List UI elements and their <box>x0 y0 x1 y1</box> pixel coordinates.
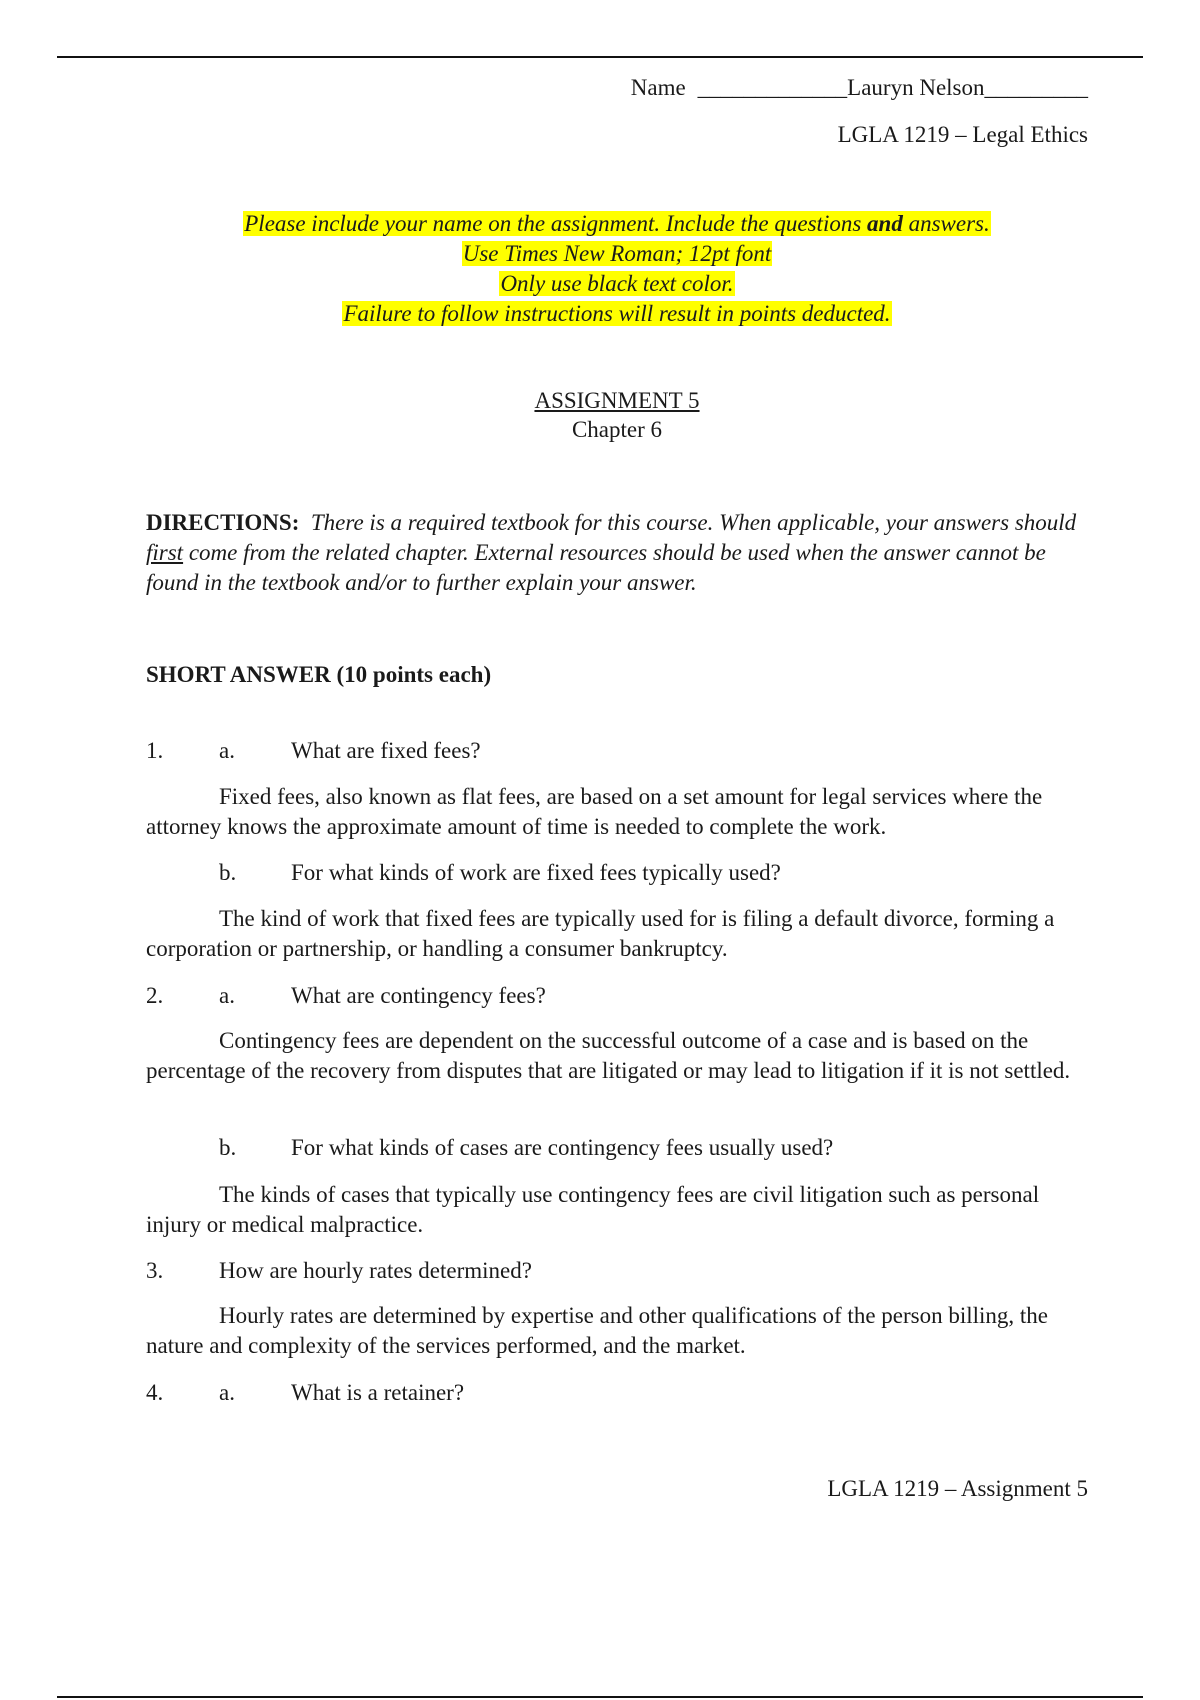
assignment-title: ASSIGNMENT 5 <box>534 388 700 413</box>
instruction-line-1-b: answers. <box>902 211 990 236</box>
section-title: SHORT ANSWER (10 points each) <box>146 662 492 687</box>
name-blank-prefix: _____________ <box>697 75 848 100</box>
directions-text-b: come from the related chapter. External resources should be used when the answer cannot be found in the textbook and/or to further explain your answer. <box>146 540 1046 595</box>
answer-2b: The kinds of cases that typically use contingency fees are civil litigation such as personal injury or medical malpractice. <box>146 1182 1040 1237</box>
question-number: 2. <box>146 983 164 1008</box>
page-footer: LGLA 1219 – Assignment 5 <box>827 1476 1088 1501</box>
course-title: LGLA 1219 – Legal Ethics <box>837 122 1088 147</box>
question-sub-label: a. <box>219 1380 235 1405</box>
directions-text-a: There is a required textbook for this course. When applicable, your answers should <box>310 510 1077 535</box>
instruction-line-4: Failure to follow instructions will result in points deducted. <box>343 301 891 326</box>
question-sub-label: a. <box>219 983 235 1008</box>
name-line <box>631 73 1088 103</box>
instruction-line-1 <box>243 211 991 236</box>
student-name: Lauryn Nelson <box>847 75 985 100</box>
name-blank-suffix: _________ <box>984 75 1088 100</box>
top-rule <box>57 56 1143 58</box>
question-text: What is a retainer? <box>291 1380 465 1405</box>
name-label: Name <box>630 75 686 100</box>
question-number: 3. <box>146 1258 164 1283</box>
question-number: 1. <box>146 738 164 763</box>
directions-text-underlined: first <box>146 540 184 565</box>
question-text: For what kinds of work are fixed fees typically used? <box>291 860 781 885</box>
instruction-line-3: Only use black text color. <box>500 271 734 296</box>
question-text: For what kinds of cases are contingency fees usually used? <box>291 1135 834 1160</box>
question-text: What are fixed fees? <box>291 738 481 763</box>
question-sub-label: a. <box>219 738 235 763</box>
answer-1a: Fixed fees, also known as flat fees, are based on a set amount for legal services where the attorney knows the approximate amount of time is needed to complete the work. <box>146 784 1043 839</box>
instruction-line-1-bold: and <box>867 211 903 236</box>
question-sub-label: b. <box>219 1135 237 1160</box>
directions-label: DIRECTIONS: <box>146 510 300 535</box>
answer-2a: Contingency fees are dependent on the successful outcome of a case and is based on the percentage of the recovery from disputes that are litigated or may lead to litigation if it is not settled. <box>146 1028 1071 1083</box>
directions-paragraph <box>146 508 1086 598</box>
answer-3: Hourly rates are determined by expertise and other qualifications of the person billing, the nature and complexity of the services performed, and the market. <box>146 1303 1049 1358</box>
answer-1b: The kind of work that fixed fees are typically used for is filing a default divorce, forming a corporation or partnership, or handling a consumer bankruptcy. <box>146 906 1055 961</box>
bottom-rule <box>57 1696 1143 1698</box>
question-text: How are hourly rates determined? <box>219 1258 532 1283</box>
question-number: 4. <box>146 1380 164 1405</box>
instructions-block <box>0 209 1200 329</box>
instruction-line-2: Use Times New Roman; 12pt font <box>462 241 772 266</box>
question-text: What are contingency fees? <box>291 983 546 1008</box>
assignment-chapter: Chapter 6 <box>571 417 663 442</box>
instruction-line-1-a: Please include your name on the assignment. Include the questions <box>244 211 868 236</box>
question-sub-label: b. <box>219 860 237 885</box>
